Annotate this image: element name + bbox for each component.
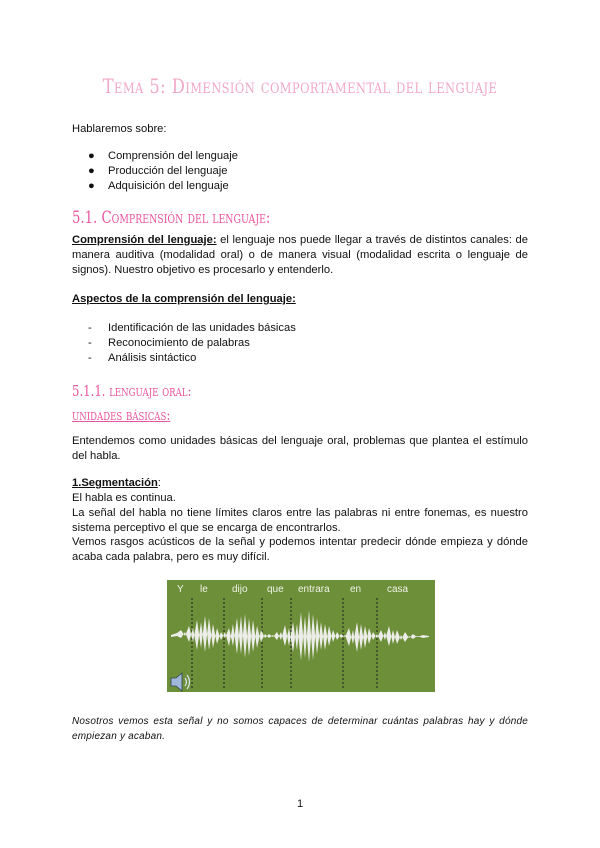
list-item-label: Reconocimiento de palabras bbox=[108, 337, 250, 349]
speech-waveform-figure bbox=[167, 580, 435, 692]
list-item bbox=[88, 336, 296, 351]
bullet-icon: ● bbox=[88, 165, 95, 177]
segmentation-line-3: Vemos rasgos acústicos de la señal y podemos intentar predecir dónde empieza y dónde acaba cada palabra, pero es muy difícil. bbox=[72, 536, 528, 563]
word-label: casa bbox=[387, 584, 409, 595]
definition-text: el lenguaje nos puede llegar a través de distintos canales: de manera auditiva (modalidad oral) o de manera visual (modalidad escrita o lenguaje de signos). Nuestro objetivo es procesarlo y entenderlo. bbox=[72, 234, 528, 276]
topics-list bbox=[88, 149, 238, 194]
word-label: entrara bbox=[298, 584, 330, 595]
segmentation-heading bbox=[72, 476, 528, 491]
intro-text: Hablaremos sobre: bbox=[72, 123, 167, 135]
waveform-graphic bbox=[167, 580, 435, 692]
dash-icon: - bbox=[88, 337, 92, 349]
dash-icon: - bbox=[88, 322, 92, 334]
segmentation-colon: : bbox=[157, 477, 161, 489]
section-heading-5-1: 5.1. Comprensión del lenguaje: bbox=[72, 208, 271, 228]
list-item bbox=[88, 351, 296, 366]
bullet-icon: ● bbox=[88, 180, 95, 192]
segmentation-line-1: El habla es continua. bbox=[72, 492, 176, 504]
term-label: Comprensión del lenguaje: bbox=[72, 234, 217, 246]
list-item-label: Identificación de las unidades básicas bbox=[108, 322, 296, 334]
list-item-label: Análisis sintáctico bbox=[108, 352, 197, 364]
word-label: dijo bbox=[232, 584, 248, 595]
segmentation-line-2: La señal del habla no tiene límites claros entre las palabras ni entre fonemas, es nuestro sistema perceptivo el que se encarga de encontrarlos. bbox=[72, 507, 528, 534]
list-item bbox=[88, 179, 238, 194]
list-item-label: Adquisición del lenguaje bbox=[108, 180, 229, 192]
word-label: que bbox=[267, 584, 284, 595]
word-label: Y bbox=[177, 584, 184, 595]
dash-icon: - bbox=[88, 352, 92, 364]
word-label: en bbox=[350, 584, 362, 595]
page-title: Tema 5: Dimensión comportamental del lenguaje bbox=[102, 74, 498, 98]
definition-paragraph bbox=[72, 233, 528, 278]
segmentation-title: 1.Segmentación bbox=[72, 477, 158, 489]
aspects-heading: Aspectos de la comprensión del lenguaje: bbox=[72, 293, 296, 305]
list-item-label: Comprensión del lenguaje bbox=[108, 150, 238, 162]
speaker-icon[interactable] bbox=[171, 673, 190, 691]
aspects-list bbox=[88, 321, 296, 366]
basic-units-text: Entendemos como unidades básicas del lenguaje oral, problemas que plantea el estímulo del habla. bbox=[72, 435, 528, 462]
page-number: 1 bbox=[296, 798, 304, 810]
figure-caption: Nosotros vemos esta señal y no somos capaces de determinar cuántas palabras hay y dónde empiezan y acaban. bbox=[72, 716, 528, 742]
list-item bbox=[88, 149, 238, 164]
list-item bbox=[88, 321, 296, 336]
list-item-label: Producción del lenguaje bbox=[108, 165, 228, 177]
subsection-heading: unidades básicas: bbox=[72, 406, 171, 424]
section-heading-5-1-1: 5.1.1. lenguaje oral: bbox=[72, 382, 192, 400]
word-label: le bbox=[200, 584, 208, 595]
bullet-icon: ● bbox=[88, 150, 95, 162]
list-item bbox=[88, 164, 238, 179]
